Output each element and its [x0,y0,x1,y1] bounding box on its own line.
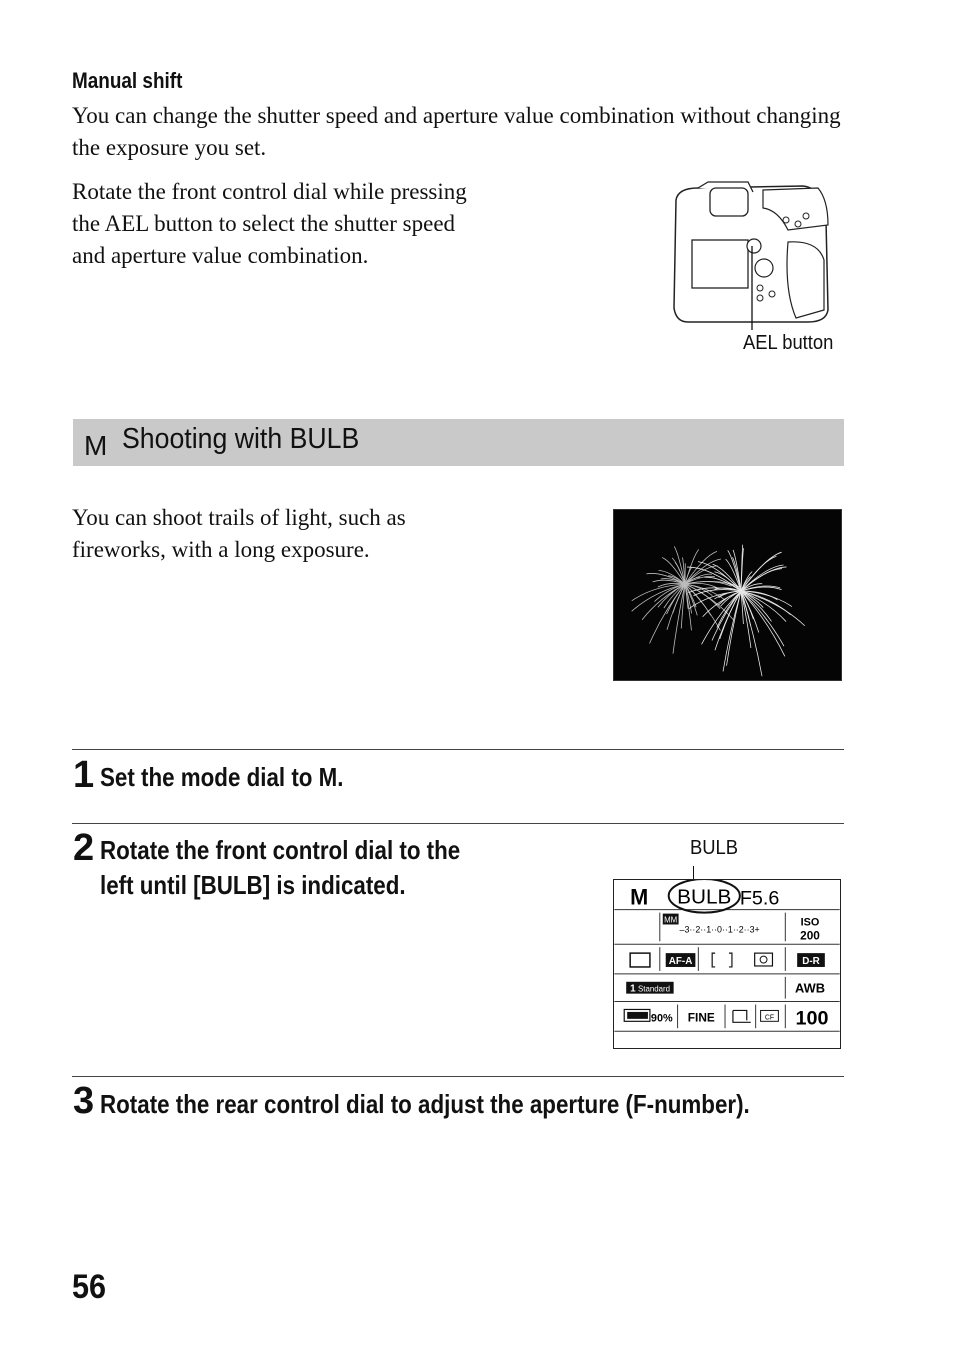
ael-button-label: AEL button [743,332,834,354]
exposure-scale: –3··2··1··0··1··2··3+ [679,924,760,935]
af-mode: AF-A [668,956,693,967]
lcd-mode: M [630,884,649,910]
step-3-number: 3 [73,1080,95,1122]
section-title: Shooting with BULB [122,423,360,455]
step-divider [72,749,844,750]
dro: D-R [802,956,820,967]
manual-shift-heading: Manual shift [72,68,183,93]
style-number: 1 [630,983,636,995]
af-area-icon [712,953,732,967]
fireworks-photo [613,509,842,681]
mm-badge: MM [664,915,678,925]
manual-shift-intro: You can change the shutter speed and aperture value combination without changing the exposure you set. [72,103,841,160]
lcd-display [613,879,841,1049]
step-divider [72,1076,844,1077]
step-1-number: 1 [73,754,95,796]
lcd-aperture: F5.6 [739,887,780,910]
lcd-shutter: BULB [677,885,732,909]
step-2-text: Rotate the front control dial to the left until [BULB] is indicated. [100,835,461,900]
step-divider [72,823,844,824]
page-number: 56 [72,1268,107,1306]
mode-m-icon: M [84,430,108,461]
style-name: Standard [638,984,671,994]
manual-shift-instruction: Rotate the front control dial while pressing the AEL button to select the shutter speed and aperture value combination. [72,179,467,268]
card-type: CF [764,1014,775,1022]
metering-icon [755,953,773,966]
shots-remaining: 100 [795,1007,829,1030]
step-1-text: Set the mode dial to M. [100,762,344,792]
iso-value: 200 [800,928,820,943]
battery-level: 90% [650,1012,673,1025]
bulb-callout-label: BULB [690,837,739,859]
image-size-icon [733,1010,751,1022]
step-3-text: Rotate the rear control dial to adjust the aperture (F-number). [100,1089,750,1119]
bulb-description: You can shoot trails of light, such as fireworks, with a long exposure. [72,505,406,562]
camera-back-illustration [668,180,833,330]
step-2-number: 2 [73,827,95,869]
drive-single-icon [630,953,650,967]
iso-label: ISO [800,916,820,929]
image-quality: FINE [687,1010,715,1025]
white-balance: AWB [795,980,825,996]
